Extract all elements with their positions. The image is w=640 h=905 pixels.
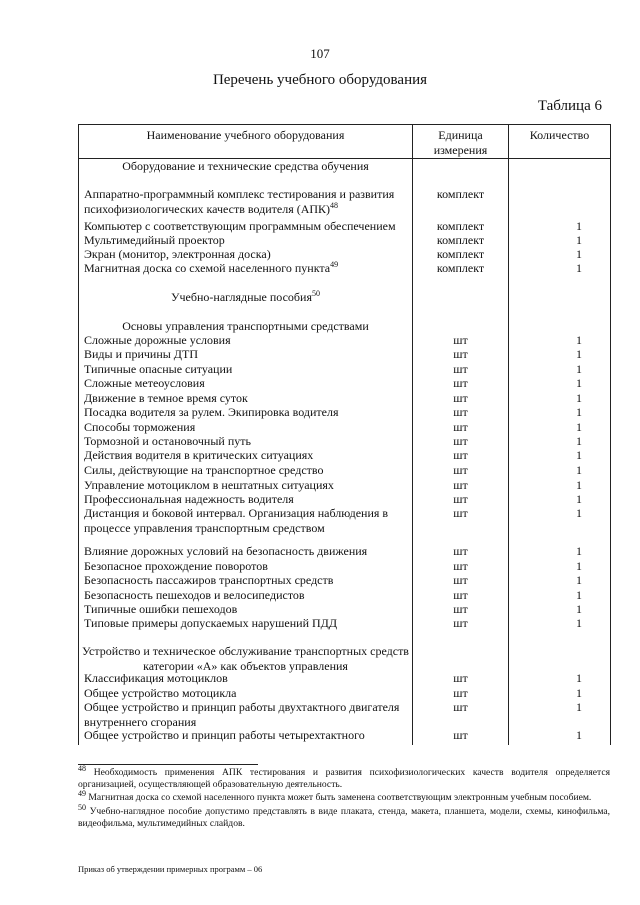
cell-name-text: Оборудование и технические средства обучения xyxy=(122,159,369,173)
cell-qty xyxy=(509,319,610,334)
cell-unit: шт xyxy=(453,420,468,434)
cell-qty-text: 1 xyxy=(576,728,582,742)
cell-qty xyxy=(509,405,610,420)
equipment-table xyxy=(78,124,611,745)
header-qty: Количество xyxy=(529,128,590,142)
cell-name-text: Типичные опасные ситуации xyxy=(84,362,233,376)
header-name: Наименование учебного оборудования xyxy=(146,128,345,142)
cell-qty xyxy=(509,219,610,234)
cell-qty-text: 1 xyxy=(576,463,582,477)
cell-qty xyxy=(509,506,610,521)
cell-qty-text: 1 xyxy=(576,671,582,685)
cell-qty xyxy=(509,588,610,603)
cell-unit: шт xyxy=(453,333,468,347)
footnote-rule xyxy=(78,764,258,765)
cell-unit: комплект xyxy=(436,219,485,233)
cell-name-text: Тормозной и остановочный путь xyxy=(84,434,251,448)
cell-qty xyxy=(509,420,610,435)
cell-unit: шт xyxy=(453,448,468,462)
cell-name-text: Дистанция и боковой интервал. Организация наблюдения в процессе управления транспортным средством xyxy=(84,506,389,535)
header-unit: Единица измерения xyxy=(433,128,488,157)
cell-unit: шт xyxy=(453,347,468,361)
cell-qty xyxy=(509,492,610,507)
cell-name-text: Сложные дорожные условия xyxy=(84,333,231,347)
cell-qty-text: 1 xyxy=(576,434,582,448)
cell-qty xyxy=(509,559,610,574)
cell-unit: шт xyxy=(453,463,468,477)
cell-unit: шт xyxy=(453,434,468,448)
cell-qty-text: 1 xyxy=(576,333,582,347)
cell-qty-text: 1 xyxy=(576,376,582,390)
cell-qty xyxy=(509,434,610,449)
cell-qty-text: 1 xyxy=(576,261,582,275)
cell-qty xyxy=(509,644,610,659)
footnote-number: 50 xyxy=(78,802,86,812)
cell-name xyxy=(84,233,408,248)
cell-name xyxy=(84,506,408,535)
cell-qty-text: 1 xyxy=(576,700,582,714)
cell-unit: шт xyxy=(453,506,468,520)
cell-name xyxy=(84,671,408,686)
cell-name xyxy=(84,187,408,216)
cell-unit: шт xyxy=(453,700,468,714)
cell-qty-text: 1 xyxy=(576,347,582,361)
cell-qty xyxy=(509,261,610,276)
cell-name-text: Экран (монитор, электронная доска) xyxy=(84,247,271,261)
cell-qty-text: 1 xyxy=(576,405,582,419)
footnote-text: Магнитная доска со схемой населенного пункта может быть заменена соответствующим электронным учебным пособием. xyxy=(88,792,592,804)
cell-qty-text: 1 xyxy=(576,420,582,434)
cell-name xyxy=(84,434,408,449)
cell-qty-text: 1 xyxy=(576,391,582,405)
cell-qty xyxy=(509,290,610,305)
cell-name xyxy=(84,573,408,588)
cell-name-text: Общее устройство и принцип работы четырехтактного xyxy=(84,728,365,742)
cell-qty-text: 1 xyxy=(576,478,582,492)
cell-name-text: Способы торможения xyxy=(84,420,196,434)
cell-name-text: Действия водителя в критических ситуациях xyxy=(84,448,314,462)
footnote-number: 48 xyxy=(78,763,86,773)
cell-unit: комплект xyxy=(436,247,485,261)
cell-name xyxy=(79,644,412,673)
footnote-text: Необходимость применения АПК тестирования и развития психофизиологических качеств водителя определяется организацией, осуществляющей образовательную деятельность. xyxy=(78,767,610,791)
cell-name xyxy=(84,559,408,574)
cell-qty xyxy=(509,376,610,391)
cell-name-text: Общее устройство и принцип работы двухтактного двигателя внутреннего сгорания xyxy=(84,700,400,729)
footnote-number: 49 xyxy=(78,789,86,799)
cell-name-text: Управление мотоциклом в нештатных ситуациях xyxy=(84,478,334,492)
cell-name xyxy=(84,261,408,276)
cell-name xyxy=(84,391,408,406)
cell-qty-text: 1 xyxy=(576,362,582,376)
cell-name xyxy=(84,362,408,377)
cell-name-text: Силы, действующие на транспортное средство xyxy=(84,463,324,477)
cell-name-text: Безопасное прохождение поворотов xyxy=(84,559,268,573)
footnote-ref: 49 xyxy=(330,260,339,269)
cell-name xyxy=(79,319,412,334)
cell-qty xyxy=(509,544,610,559)
cell-unit: шт xyxy=(453,544,468,558)
cell-name xyxy=(79,290,412,305)
cell-qty xyxy=(509,391,610,406)
cell-qty-text: 1 xyxy=(576,573,582,587)
cell-name-text: Компьютер с соответствующим программным обеспечением xyxy=(84,219,396,233)
cell-unit: шт xyxy=(453,573,468,587)
cell-name-text: Движение в темное время суток xyxy=(84,391,248,405)
cell-name xyxy=(84,333,408,348)
cell-qty xyxy=(509,362,610,377)
cell-name xyxy=(84,347,408,362)
cell-name-text: Мультимедийный проектор xyxy=(84,233,225,247)
cell-name xyxy=(84,448,408,463)
footnote-ref: 50 xyxy=(311,289,320,298)
cell-unit: шт xyxy=(453,391,468,405)
footnotes xyxy=(78,763,610,831)
cell-name-text: Учебно-наглядные пособия xyxy=(171,290,312,304)
cell-name xyxy=(84,700,408,729)
cell-unit: шт xyxy=(453,616,468,630)
cell-name-text: Аппаратно-программный комплекс тестирования и развития психофизиологических качеств водителя (АПК) xyxy=(84,187,395,216)
cell-qty xyxy=(509,573,610,588)
cell-unit: шт xyxy=(453,376,468,390)
cell-unit: шт xyxy=(453,588,468,602)
cell-name-text: Общее устройство мотоцикла xyxy=(84,686,237,700)
cell-qty xyxy=(509,187,610,202)
cell-qty xyxy=(509,728,610,743)
cell-name xyxy=(84,376,408,391)
cell-name-text: Виды и причины ДТП xyxy=(84,347,198,361)
cell-unit: шт xyxy=(453,602,468,616)
cell-name xyxy=(84,247,408,262)
cell-name-text: Устройство и техническое обслуживание транспортных средств категории «А» как объектов управления xyxy=(82,644,409,673)
cell-unit: шт xyxy=(453,362,468,376)
cell-unit: комплект xyxy=(436,187,485,201)
footnote xyxy=(78,763,610,791)
cell-name xyxy=(84,219,408,234)
cell-qty xyxy=(509,671,610,686)
cell-name-text: Типовые примеры допускаемых нарушений ПДД xyxy=(84,616,338,630)
cell-name xyxy=(84,544,408,559)
cell-qty-text: 1 xyxy=(576,219,582,233)
cell-qty xyxy=(509,686,610,701)
cell-qty-text: 1 xyxy=(576,544,582,558)
cell-qty-text: 1 xyxy=(576,448,582,462)
footnote xyxy=(78,802,610,830)
cell-name xyxy=(84,463,408,478)
cell-unit: шт xyxy=(453,405,468,419)
cell-name-text: Типичные ошибки пешеходов xyxy=(84,602,238,616)
cell-name xyxy=(84,602,408,617)
cell-qty xyxy=(509,463,610,478)
cell-name-text: Магнитная доска со схемой населенного пункта xyxy=(84,261,331,275)
cell-unit: шт xyxy=(453,686,468,700)
cell-qty xyxy=(509,602,610,617)
cell-name xyxy=(84,728,408,743)
cell-name xyxy=(84,405,408,420)
page-number: 107 xyxy=(310,46,330,61)
cell-qty-text: 1 xyxy=(576,686,582,700)
footnote xyxy=(78,789,610,804)
cell-qty xyxy=(509,700,610,715)
cell-qty-text: 1 xyxy=(576,616,582,630)
footnote-ref: 48 xyxy=(330,200,339,210)
cell-unit: шт xyxy=(453,728,468,742)
cell-unit: шт xyxy=(453,671,468,685)
cell-qty xyxy=(509,616,610,631)
table-caption: Таблица 6 xyxy=(537,98,602,114)
footer: Приказ об утверждении примерных программ – 06 xyxy=(78,864,263,874)
cell-qty-text: 1 xyxy=(576,492,582,506)
cell-name-text: Посадка водителя за рулем. Экипировка водителя xyxy=(84,405,339,419)
cell-name-text: Сложные метеоусловия xyxy=(84,376,205,390)
cell-qty xyxy=(509,347,610,362)
cell-name-text: Профессиональная надежность водителя xyxy=(84,492,294,506)
page-title: Перечень учебного оборудования xyxy=(212,72,428,88)
footnote-text: Учебно-наглядное пособие допустимо представлять в виде плаката, стенда, макета, планшета, модели, схемы, кинофильма, видеофильма, мультимедийных слайдов. xyxy=(78,805,610,829)
cell-qty xyxy=(509,333,610,348)
cell-unit: шт xyxy=(453,559,468,573)
cell-name xyxy=(84,686,408,701)
cell-name-text: Безопасность пассажиров транспортных средств xyxy=(84,573,334,587)
cell-qty-text: 1 xyxy=(576,588,582,602)
cell-name-text: Классификация мотоциклов xyxy=(84,671,228,685)
cell-name xyxy=(84,478,408,493)
cell-qty xyxy=(509,233,610,248)
cell-name-text: Влияние дорожных условий на безопасность движения xyxy=(84,544,368,558)
cell-unit: шт xyxy=(453,478,468,492)
cell-name xyxy=(84,420,408,435)
cell-qty xyxy=(509,247,610,262)
cell-qty xyxy=(509,478,610,493)
cell-qty-text: 1 xyxy=(576,506,582,520)
cell-qty xyxy=(509,448,610,463)
cell-qty-text: 1 xyxy=(576,233,582,247)
cell-unit: шт xyxy=(453,492,468,506)
cell-unit: комплект xyxy=(436,233,485,247)
cell-qty-text: 1 xyxy=(576,602,582,616)
cell-qty xyxy=(509,159,610,174)
cell-name-text: Безопасность пешеходов и велосипедистов xyxy=(84,588,305,602)
cell-name xyxy=(84,616,408,631)
cell-unit: комплект xyxy=(436,261,485,275)
cell-name xyxy=(84,588,408,603)
cell-name xyxy=(79,159,412,174)
cell-name-text: Основы управления транспортными средствами xyxy=(122,319,369,333)
cell-qty-text: 1 xyxy=(576,559,582,573)
cell-qty-text: 1 xyxy=(576,247,582,261)
cell-name xyxy=(84,492,408,507)
